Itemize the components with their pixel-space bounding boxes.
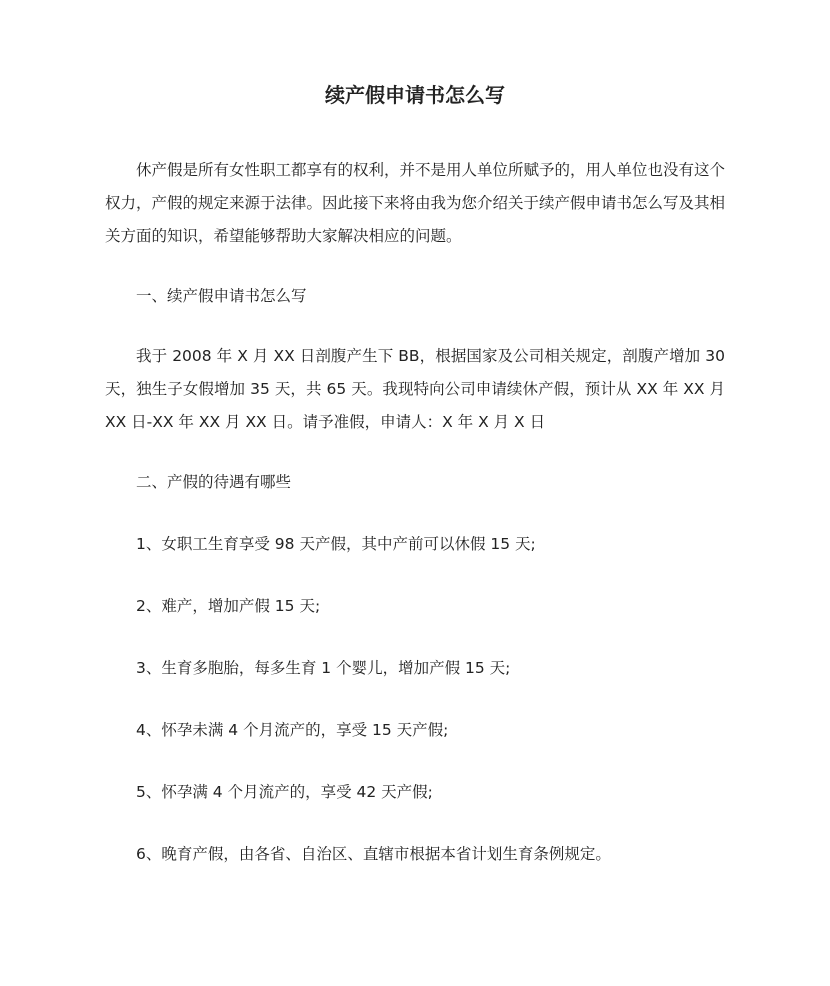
section-2-heading: 二、产假的待遇有哪些 xyxy=(136,473,292,491)
list-item: 5、怀孕满 4 个月流产的，享受 42 天产假; xyxy=(136,783,433,801)
document-title: 续产假申请书怎么写 xyxy=(325,83,505,107)
list-item: 3、生育多胞胎，每多生育 1 个婴儿，增加产假 15 天; xyxy=(136,659,511,677)
intro-paragraph: 休产假是所有女性职工都享有的权利，并不是用人单位所赋予的，用人单位也没有这个权力，产假的规定来源于法律。因此接下来将由我为您介绍关于续产假申请书怎么写及其相关方面的知识，希望能够帮助大家解决相应的问题。 xyxy=(105,161,726,245)
list-item: 1、女职工生育享受 98 天产假，其中产前可以休假 15 天; xyxy=(136,535,536,553)
section-1-heading: 一、续产假申请书怎么写 xyxy=(136,287,307,305)
document-body xyxy=(105,154,725,871)
section-1-body: 我于 2008 年 X 月 XX 日剖腹产生下 BB，根据国家及公司相关规定，剖腹产增加 30 天，独生子女假增加 35 天，共 65 天。我现特向公司申请续休产假，预计从 XX 年 XX 月 XX 日-XX 年 XX 月 XX 日。请予准假，申请人：X 年 X 月 X 日 xyxy=(105,347,725,431)
list-item: 6、晚育产假，由各省、自治区、直辖市根据本省计划生育条例规定。 xyxy=(136,845,611,863)
list-item: 4、怀孕未满 4 个月流产的，享受 15 天产假; xyxy=(136,721,449,739)
list-item: 2、难产，增加产假 15 天; xyxy=(136,597,321,615)
